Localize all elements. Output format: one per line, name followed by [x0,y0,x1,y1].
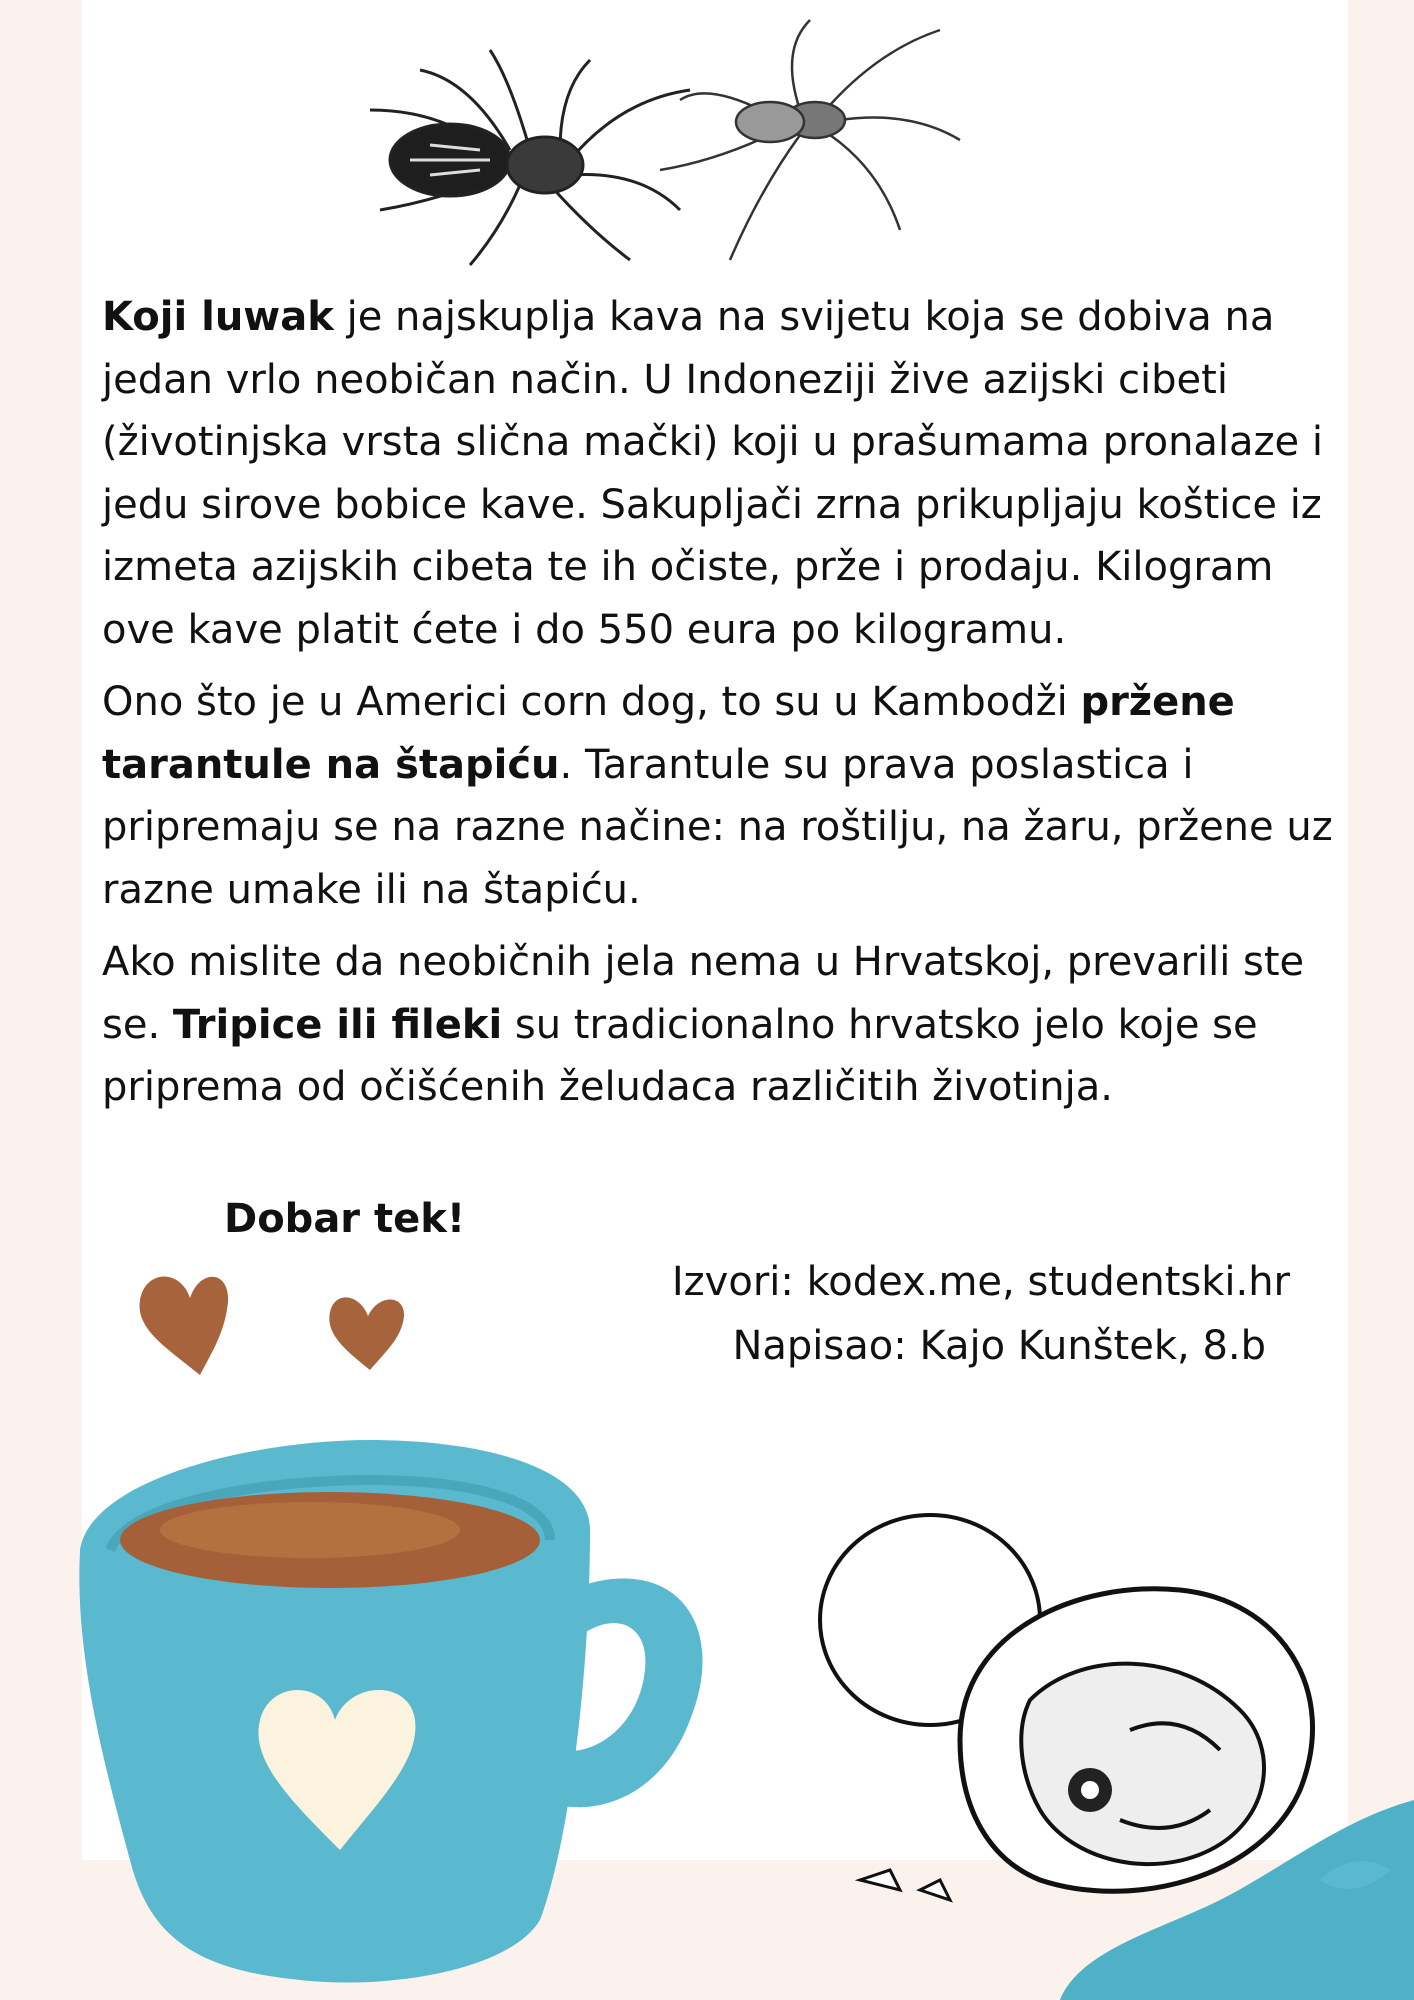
heart-icon [329,1297,404,1370]
paragraph-text: su tradicionalno hrvatsko jelo koje se priprema od očišćenih želudaca različitih životinja. [102,1001,1258,1110]
bold-term: Koji luwak [102,294,334,340]
closing-line: Dobar tek! [224,1196,466,1242]
paragraph-text: je najskuplja kava na svijetu koja se dobiva na jedan vrlo neobičan način. U Indoneziji žive azijski cibeti (životinjska vrsta slična mački) koji u prašumama pronalaze i jedu sirove bobice kave. Sakupljači zrna prikupljaju koštice iz izmeta azijskih cibeta te ih očiste, prže i prodaju. Kilogram ove kave platit ćete i do 550 eura po kilogramu. [102,294,1323,653]
credits [490,1250,1290,1378]
paint-splash [1040,1760,1414,2000]
heart-icons [130,1260,430,1390]
paragraph-text: Ono što je u Americi corn dog, to su u Kambodži [102,679,1081,725]
paragraph-tripice [102,931,1342,1119]
article-body [102,286,1342,1129]
sources-line: Izvori: kodex.me, studentski.hr [671,1259,1290,1305]
bold-term: pržene tarantule na štapiću [102,679,1235,788]
paragraph-text: Ako mislite da neobičnih jela nema u Hrvatskoj, prevarili ste se. [102,939,1305,1048]
spider-illustrations [360,10,1060,270]
paragraph-kopi-luwak [102,286,1342,661]
spider-left-icon [370,50,690,265]
spider-right-icon [660,20,960,260]
coffee-cup-illustration [70,1420,740,1990]
author-line: Napisao: Kajo Kunštek, 8.b [732,1323,1266,1369]
paragraph-tarantulas [102,671,1342,921]
bold-term: Tripice ili fileki [172,1001,503,1048]
paragraph-text: . Tarantule su prava poslastica i pripremaju se na razne načine: na roštilju, na žaru, pržene uz razne umake ili na štapiću. [102,741,1333,913]
heart-icon [140,1276,229,1375]
